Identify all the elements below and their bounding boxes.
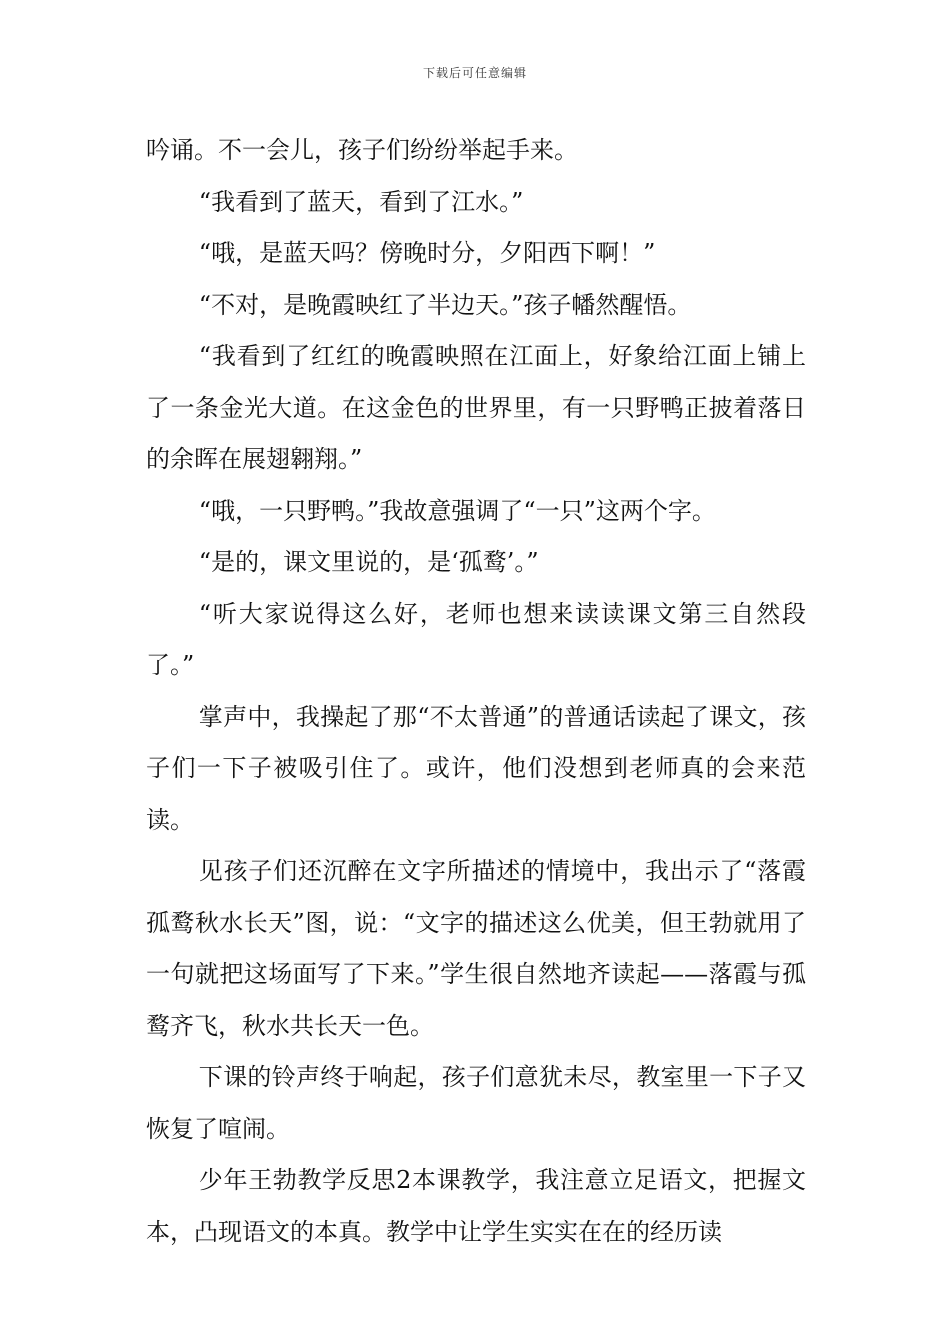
- paragraph: 掌声中，我操起了那“不太普通”的普通话读起了课文，孩子们一下子被吸引住了。或许，他们没想到老师真的会来范读。: [146, 702, 806, 834]
- paragraph: 少年王勃教学反思2本课教学，我注意立足语文，把握文本，凸现语文的本真。教学中让学生实实在在的经历读: [146, 1166, 806, 1246]
- header-note: 下载后可任意编辑: [422, 66, 527, 80]
- paragraph: “哦，是蓝天吗？傍晚时分，夕阳西下啊！”: [198, 239, 656, 267]
- paragraph: “我看到了红红的晚霞映照在江面上，好象给江面上铺上了一条金光大道。在这金色的世界里，有一只野鸭正披着落日的余晖在展翅翱翔。”: [146, 342, 806, 473]
- paragraph: “哦，一只野鸭。”我故意强调了“一只”这两个字。: [198, 496, 716, 525]
- paragraph: “不对，是晚霞映红了半边天。”孩子幡然醒悟。: [198, 290, 692, 319]
- paragraph: 吟诵。不一会儿，孩子们纷纷举起手来。: [146, 136, 578, 164]
- paragraph: 下课的铃声终于响起，孩子们意犹未尽，教室里一下子又恢复了喧闹。: [146, 1063, 806, 1143]
- body-text: [146, 125, 806, 1258]
- paragraph: 见孩子们还沉醉在文字所描述的情境中，我出示了“落霞孤鹜秋水长天”图，说：“文字的描述这么优美，但王勃就用了一句就把这场面写了下来。”学生很自然地齐读起——落霞与孤鹜齐飞，秋水共长天一色。: [146, 857, 806, 1040]
- paragraph: “听大家说得这么好，老师也想来读读课文第三自然段了。”: [146, 599, 806, 679]
- paragraph: “我看到了蓝天，看到了江水。”: [198, 187, 524, 216]
- paragraph: “是的，课文里说的，是‘孤鹜’。”: [198, 548, 539, 576]
